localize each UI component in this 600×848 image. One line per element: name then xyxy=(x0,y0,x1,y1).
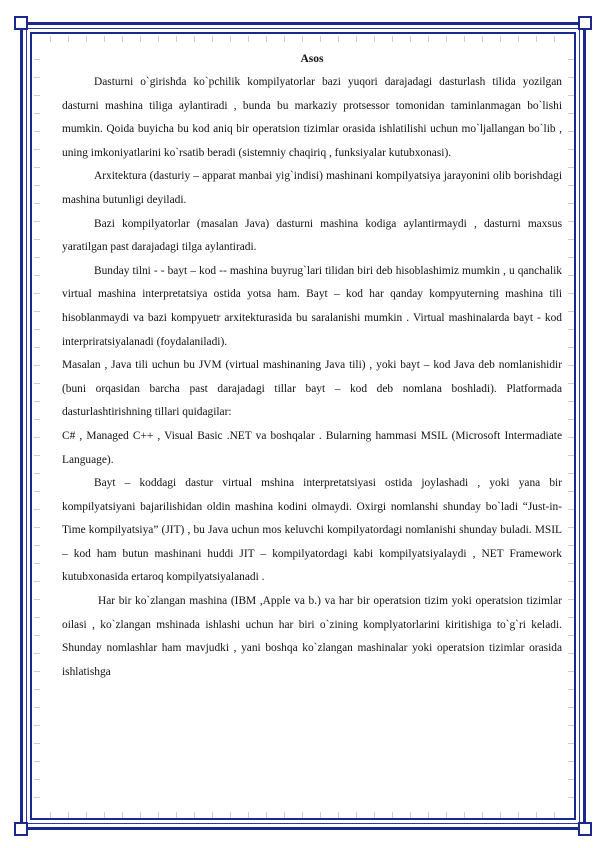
border-ticks-right xyxy=(568,50,574,798)
paragraph-2: Arxitektura (dasturiy – apparat manbai yig`indisi) mashinani kompilyatsiya jarayonini olib borishdagi mashina butunligi deyiladi. xyxy=(62,170,562,206)
page-title: Asos xyxy=(300,53,324,65)
paragraph-5: Masalan , Java tili uchun bu JVM (virtual mashinaning Java tili) , yoki bayt – kod Java deb nomlanishidir (buni orqasidan barcha past darajadagi tillar bayt – kod deb nomlana boshladi). Platformada dasturlashtirishning tillari quidagilar: xyxy=(62,359,562,419)
border-ticks-left xyxy=(34,50,40,798)
paragraph-1: Dasturni o`girishda ko`pchilik kompilyatorlar bazi yuqori darajadagi dasturlash tilida yozilgan dasturni mashina tiliga aylantiradi , bunda bu markaziy protsessor tomonidan taminlanmagan bo`lishi mumkin. Qoida buyicha bu kod aniq bir operatsion tizimlar orasida ishlatilishi uchun mo`ljallangan bo`lib , uning imkoniyatlarini ko`rsatib beradi (sistemniy chaqiriq , funksiyalar kutubxonasi). xyxy=(62,76,562,159)
border-ticks-top xyxy=(50,36,556,42)
paragraph-7: Bayt – koddagi dastur virtual mshina interpretatsiyasi ostida joylashadi , yoki yana bir kompilyatsiyani bajarilishidan oldin mashina kodini olmaydi. Oxirgi nomlanshi shunday bo`ladi “Just-in-Time kompilyatsiya” (JIT) , bu Java uchun mos keluvchi kompilyatordagi nomlanishi shunday buladi. MSIL – kod ham butun mashinani huddi JIT – kompilyatordagi kabi kompilyatsiyalaydi , NET Framework kutubxonasida ertaroq kompilyatsiyalanadi . xyxy=(62,477,562,584)
paragraph-4: Bunday tilni - - bayt – kod -- mashina buyrug`lari tilidan biri deb hisoblashimiz mumkin , u qanchalik virtual mashina interpretatsiya ostida yotsa ham. Bayt – kod har qanday kompyuterning mashina tili hisoblanmaydi va bazi kompyuetr arxitekturasida bu saralanishi mumkin . Virtual mashinalarda bayt - kod interpriratsiyalanadi (foydalaniladi). xyxy=(62,264,562,348)
paragraph-6: C# , Managed C++ , Visual Basic .NET va boshqalar . Bularning hammasi MSIL (Microsoft Intermadiate Language). xyxy=(62,429,562,466)
border-corner-top-right xyxy=(578,16,592,30)
paragraph-3: Bazi kompilyatorlar (masalan Java) dasturni mashina kodiga aylantirmaydi , dasturni maxsus yaratilgan past darajadagi tilga aylantiradi. xyxy=(62,217,562,254)
document-body xyxy=(62,48,562,684)
paragraph-8: Har bir ko`zlangan mashina (IBM ,Apple va b.) va har bir operatsion tizim yoki operatsion tizimlar oilasi , ko`zlangan mshinada ishlashi uchun har biri o`zining komplyatorlarini kiritishiga to`g`ri keladi. Shunday nomlashlar ham mavjudki , yani boshqa ko`zlangan mashinalar yoki operatsion tizimlar orasida ishlatishga xyxy=(62,595,562,678)
border-corner-bottom-right xyxy=(578,822,592,836)
border-corner-top-left xyxy=(14,16,28,30)
border-corner-bottom-left xyxy=(14,822,28,836)
border-ticks-bottom xyxy=(50,812,556,818)
